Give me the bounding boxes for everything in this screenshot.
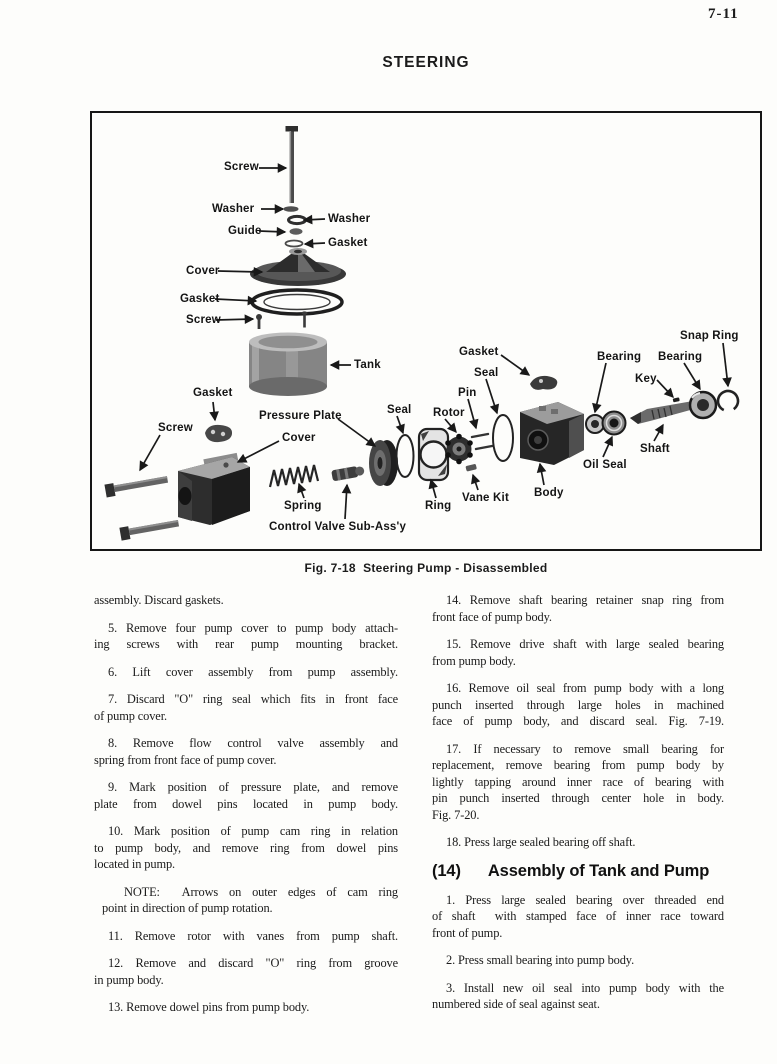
leader-gasket-scrap-right <box>501 355 529 375</box>
part-washer-2 <box>289 216 306 223</box>
step-paragraph <box>94 735 398 768</box>
step-paragraph <box>94 691 398 724</box>
step-paragraph <box>94 779 398 812</box>
step-paragraph <box>432 952 724 969</box>
figure-label-gasket-top: Gasket <box>328 237 368 249</box>
figure-label-pressure-plate: Pressure Plate <box>259 410 342 422</box>
exploded-diagram <box>92 113 760 549</box>
part-gasket-ring <box>252 290 342 314</box>
figure-label-guide: Guide <box>228 225 262 237</box>
text-line: Fig. 7-20. <box>432 807 480 822</box>
figure-label-tank: Tank <box>354 359 381 371</box>
figure-label-gasket-scrap-right: Gasket <box>459 346 499 358</box>
part-gasket-scrap-left <box>205 425 232 442</box>
leader-screw-bolt <box>140 435 160 470</box>
figure-label-body: Body <box>534 487 564 499</box>
leader-washer-right <box>304 219 325 220</box>
part-washer-1 <box>284 206 299 212</box>
step-paragraph <box>94 620 398 653</box>
text-line: from pump body. <box>432 653 516 668</box>
text-line: lightly tapping around inner race of bearing with <box>432 774 724 789</box>
figure-label-spring: Spring <box>284 500 322 512</box>
text-line: 2. Press small bearing into pump body. <box>446 953 635 967</box>
text-line: of shaft with stamped face of inner race toward <box>432 909 724 923</box>
leader-gasket-ring <box>215 299 256 301</box>
text-line: 3. Install new oil seal into pump body with the <box>446 980 724 995</box>
leader-pin <box>468 399 476 428</box>
text-line: 11. Remove rotor with vanes from pump shaft. <box>108 928 398 943</box>
part-bolt-1 <box>104 474 168 498</box>
leader-cover-body <box>238 441 279 462</box>
figure-label-rotor: Rotor <box>433 407 465 419</box>
figure-label-ring: Ring <box>425 500 452 512</box>
text-line: face of pump body, and discard seal. Fig. 7-19. <box>432 714 724 728</box>
part-snap-ring <box>715 388 742 415</box>
figure-label-screw-small: Screw <box>186 314 221 326</box>
leader-seal-2 <box>486 379 497 413</box>
figure-label-key: Key <box>635 373 657 385</box>
figure-label-oil-seal: Oil Seal <box>583 459 627 471</box>
text-line: pin punch inserted through center hole in body. <box>432 791 724 805</box>
figure-caption: Fig. 7-18 Steering Pump - Disassembled <box>304 561 548 575</box>
text-line: 1. Press large sealed bearing over threaded end <box>446 892 724 907</box>
leader-guide <box>259 231 285 232</box>
leader-pressure-plate <box>338 419 375 446</box>
part-shaft <box>630 401 694 424</box>
figure-label-pin: Pin <box>458 387 477 399</box>
assembly-heading <box>432 862 724 881</box>
leader-snap-ring <box>723 343 728 386</box>
figure-label-washer-left: Washer <box>212 203 255 215</box>
part-bearing-large <box>690 392 716 418</box>
leader-cover-top <box>218 271 262 272</box>
step-paragraph <box>94 664 398 681</box>
part-tank <box>249 333 327 397</box>
text-line: spring from front face of pump cover. <box>94 752 277 767</box>
leader-rotor <box>445 419 456 432</box>
step-paragraph <box>432 892 724 942</box>
text-line: 12. Remove and discard "O" ring from groove <box>108 956 398 970</box>
leader-bearing-large <box>684 363 700 389</box>
step-paragraph <box>94 823 398 873</box>
part-spring <box>270 465 318 487</box>
text-line: 17. If necessary to remove small bearing for <box>446 741 724 756</box>
text-line: punch inserted through large holes in machined <box>432 697 724 712</box>
part-body <box>520 402 584 465</box>
figure-label-cover-body: Cover <box>282 432 316 444</box>
leader-key <box>657 380 673 397</box>
part-pump-cover <box>178 453 250 525</box>
text-line: to pump body, and remove ring from dowel pins <box>94 840 398 855</box>
leader-control-valve <box>345 485 347 519</box>
leader-ring <box>431 480 436 498</box>
text-line: 14. Remove shaft bearing retainer snap ring from <box>446 593 724 607</box>
part-bolt-2 <box>119 518 179 541</box>
step-paragraph <box>94 592 398 609</box>
part-pressure-plate <box>369 440 398 486</box>
figure-label-snap-ring: Snap Ring <box>680 330 739 342</box>
figure-label-bearing-large: Bearing <box>658 351 703 363</box>
assembly-heading-number: (14) <box>432 861 461 880</box>
part-control-valve <box>331 465 365 481</box>
text-line: 18. Press large sealed bearing off shaft. <box>446 835 636 849</box>
text-line: 15. Remove drive shaft with large sealed bearing <box>446 637 724 651</box>
figure-label-gasket-ring: Gasket <box>180 293 220 305</box>
figure-label-washer-right: Washer <box>328 213 371 225</box>
left-column <box>94 592 398 1027</box>
note-paragraph <box>102 884 398 917</box>
part-screw-top <box>286 126 299 203</box>
figure-label-gasket-scrap-left: Gasket <box>193 387 233 399</box>
section-title: STEERING <box>382 54 470 71</box>
part-gasket-small <box>286 241 303 247</box>
text-line: 9. Mark position of pressure plate, and remove <box>108 780 398 794</box>
figure-label-cover-top: Cover <box>186 265 220 277</box>
figure-label-screw-bolt: Screw <box>158 422 193 434</box>
part-seal-1 <box>397 435 414 477</box>
text-line: 8. Remove flow control valve assembly and <box>108 736 398 750</box>
text-line: ing screws with rear pump mounting bracket. <box>94 637 398 651</box>
text-line: in pump body. <box>94 972 164 987</box>
text-line: located in pump. <box>94 857 176 871</box>
step-paragraph <box>94 999 398 1016</box>
text-line: 5. Remove four pump cover to pump body attach- <box>108 620 398 635</box>
leader-oil-seal <box>603 437 612 457</box>
figure-label-seal-2: Seal <box>474 367 499 379</box>
leader-gasket-top <box>305 243 325 244</box>
text-line: point in direction of pump rotation. <box>102 901 273 915</box>
text-line: 16. Remove oil seal from pump body with a long <box>446 681 724 695</box>
step-paragraph <box>432 680 724 730</box>
part-oil-seal <box>603 412 626 435</box>
step-paragraph <box>94 955 398 988</box>
part-ring <box>419 429 448 480</box>
step-paragraph <box>432 834 724 851</box>
step-paragraph <box>432 980 724 1013</box>
figure-label-seal-1: Seal <box>387 404 412 416</box>
text-line: of pump cover. <box>94 708 167 723</box>
part-bearing-small <box>586 415 604 433</box>
leader-body <box>540 464 544 485</box>
leader-shaft <box>654 425 663 441</box>
figure-label-control-valve: Control Valve Sub-Ass'y <box>269 521 407 533</box>
step-paragraph <box>432 636 724 669</box>
leader-seal-1 <box>397 416 403 433</box>
part-seal-2 <box>493 415 513 461</box>
right-column <box>432 592 724 1024</box>
figure-label-screw-top: Screw <box>224 161 259 173</box>
part-vane-kit <box>465 464 477 472</box>
figure-label-shaft: Shaft <box>640 443 670 455</box>
step-paragraph <box>432 592 724 625</box>
leader-spring <box>299 484 304 498</box>
text-line: 7. Discard "O" ring seal which fits in front face <box>108 692 398 706</box>
part-gasket-scrap-right <box>530 376 557 390</box>
part-key <box>673 397 680 402</box>
part-cover-top <box>250 248 346 286</box>
leader-bearing-small <box>595 363 606 412</box>
text-line: assembly. Discard gaskets. <box>94 593 224 607</box>
leader-screw-small <box>216 319 253 320</box>
figure-label-bearing-small: Bearing <box>597 351 642 363</box>
page-number: 7-11 <box>708 6 739 22</box>
text-line: plate from dowel pins located in pump body. <box>94 796 398 811</box>
text-line: NOTE: Arrows on outer edges of cam ring <box>124 884 398 899</box>
text-line: numbered side of seal against seat. <box>432 997 600 1011</box>
figure-7-18 <box>90 111 762 551</box>
part-guide <box>290 228 303 234</box>
text-line: front face of pump body. <box>432 609 552 624</box>
leader-gasket-scrap-left <box>213 402 215 420</box>
leader-vane-kit <box>473 475 478 490</box>
text-line: 13. Remove dowel pins from pump body. <box>108 1000 310 1014</box>
step-paragraph <box>432 741 724 824</box>
figure-label-vane-kit: Vane Kit <box>462 492 509 504</box>
step-paragraph <box>94 928 398 945</box>
text-line: replacement, remove bearing from pump body by <box>432 758 724 772</box>
text-line: 6. Lift cover assembly from pump assembly. <box>108 664 398 679</box>
part-rotor <box>445 434 473 465</box>
assembly-heading-title: Assembly of Tank and Pump <box>487 861 710 880</box>
text-line: 10. Mark position of pump cam ring in relation <box>108 824 398 838</box>
part-pins <box>472 434 492 449</box>
text-line: front of pump. <box>432 925 503 940</box>
